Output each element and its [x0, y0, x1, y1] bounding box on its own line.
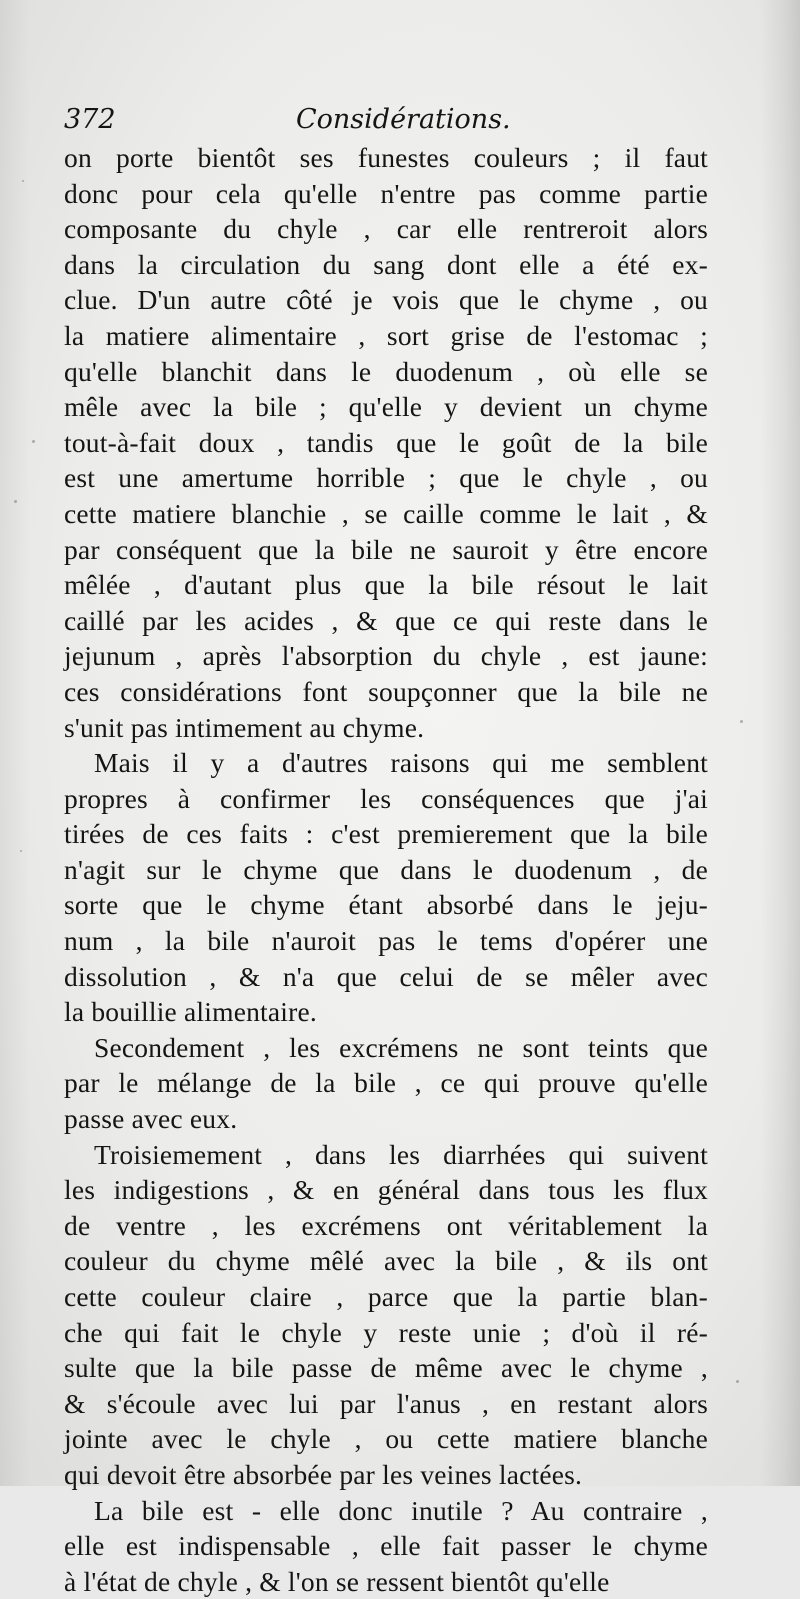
- page-header: [64, 104, 714, 140]
- text-line: à l'état de chyle , & l'on se ressent bientôt qu'elle: [64, 1565, 610, 1597]
- text-line: s'unit pas intimement au chyme.: [64, 711, 425, 743]
- text-line: jointe avec le chyle , ou cette matiere blanche: [64, 1423, 708, 1455]
- text-line: par le mélange de la bile , ce qui prouve qu'elle: [64, 1067, 708, 1099]
- text-line: cette couleur claire , parce que la partie blan-: [64, 1281, 708, 1312]
- text-line: sorte que le chyme étant absorbé dans le jeju-: [64, 889, 708, 921]
- text-line: Troisiemement , dans les diarrhées qui suivent: [94, 1138, 708, 1170]
- text-line: ces considérations font soupçonner que la bile ne: [64, 675, 708, 707]
- text-line: par conséquent que la bile ne sauroit y être encore: [64, 533, 708, 565]
- text-line: qu'elle blanchit dans le duodenum , où elle se: [64, 355, 708, 387]
- text-line: dissolution , & n'a que celui de se mêler avec: [64, 960, 708, 992]
- text-line: est une amertume horrible ; que le chyle , ou: [64, 462, 708, 494]
- text-line: tout-à-fait doux , tandis que le goût de la bile: [64, 426, 708, 458]
- text-line: propres à confirmer les conséquences que j'ai: [64, 782, 708, 814]
- text-line: qui devoit être absorbée par les veines lactées.: [64, 1458, 583, 1490]
- text-line: tirées de ces faits : c'est premierement que la bile: [64, 818, 708, 850]
- right-page-shadow: [760, 0, 800, 1486]
- text-line: elle est indispensable , elle fait passer le chyme: [64, 1530, 708, 1562]
- text-line: mêlée , d'autant plus que la bile résout le lait: [64, 569, 708, 601]
- text-line: Mais il y a d'autres raisons qui me semblent: [94, 747, 708, 779]
- text-line: dans la circulation du sang dont elle a été ex-: [64, 248, 708, 280]
- text-line: & s'écoule avec lui par l'anus , en restant alors: [64, 1387, 708, 1419]
- text-line: composante du chyle , car elle rentreroit alors: [64, 213, 708, 245]
- running-title: Considérations.: [296, 104, 511, 135]
- body-text: [64, 140, 708, 1599]
- text-line: num , la bile n'auroit pas le tems d'opérer une: [64, 925, 708, 957]
- paper-speck: [740, 720, 743, 723]
- paper-speck: [736, 1380, 739, 1383]
- text-line: la matiere alimentaire , sort grise de l'estomac ;: [64, 319, 708, 351]
- paper-speck: [32, 440, 35, 443]
- text-line: La bile est - elle donc inutile ? Au contraire ,: [94, 1494, 708, 1526]
- text-line: sulte que la bile passe de même avec le chyme ,: [64, 1352, 708, 1384]
- text-line: mêle avec la bile ; qu'elle y devient un chyme: [64, 391, 708, 423]
- text-line: donc pour cela qu'elle n'entre pas comme partie: [64, 177, 708, 209]
- text-line: caillé par les acides , & que ce qui reste dans le: [64, 604, 708, 636]
- text-line: la bouillie alimentaire.: [64, 996, 317, 1028]
- text-line: n'agit sur le chyme que dans le duodenum , de: [64, 853, 708, 885]
- text-line: Secondement , les excrémens ne sont teints que: [94, 1031, 708, 1063]
- text-line: clue. D'un autre côté je vois que le chyme , ou: [64, 284, 708, 316]
- text-line: on porte bientôt ses funestes couleurs ; il faut: [64, 142, 708, 173]
- text-line: de ventre , les excrémens ont véritablement la: [64, 1209, 708, 1241]
- text-line: passe avec eux.: [64, 1103, 238, 1135]
- page-number: 372: [64, 104, 116, 135]
- left-page-shadow: [0, 0, 30, 1486]
- text-line: cette matiere blanchie , se caille comme le lait , &: [64, 497, 708, 529]
- text-line: les indigestions , & en général dans tous les flux: [64, 1174, 708, 1206]
- text-line: couleur du chyme mêlé avec la bile , & ils ont: [64, 1245, 708, 1277]
- text-line: jejunum , après l'absorption du chyle , est jaune:: [64, 640, 708, 672]
- text-line: che qui fait le chyle y reste unie ; d'où il ré-: [64, 1316, 708, 1348]
